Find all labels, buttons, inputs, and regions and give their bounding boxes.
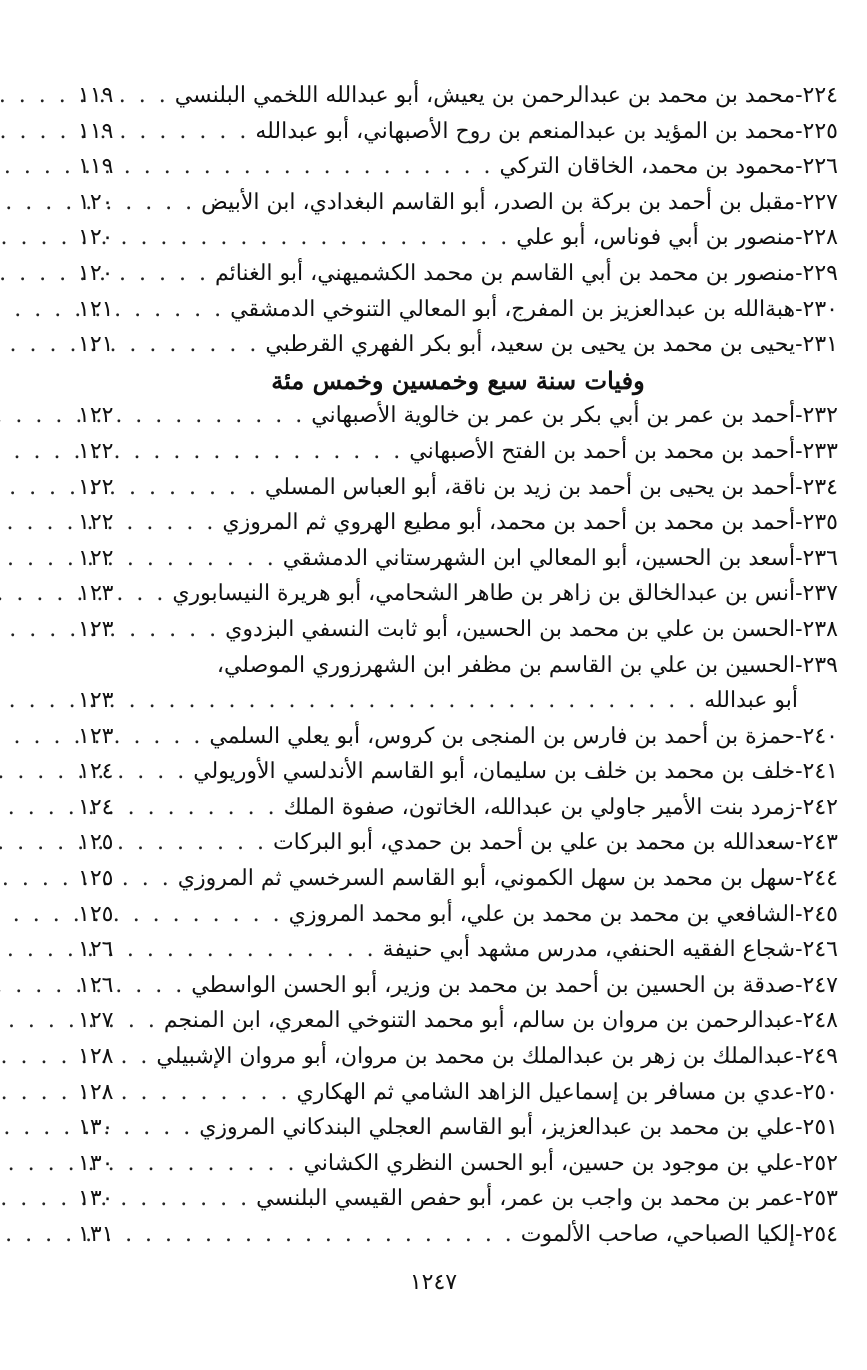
index-entry [78, 1075, 838, 1111]
entry-number: ٢٣٣- [795, 438, 838, 464]
entry-page-number: ١٢٨ [78, 1079, 114, 1105]
entry-page-number: ١٢٣ [78, 688, 114, 714]
index-entry [78, 825, 838, 861]
entry-page-number: ١٢٢ [78, 438, 114, 464]
entry-text: إلكيا الصباحي، صاحب الألموت [520, 1222, 796, 1247]
entry-page-number: ١٢٣ [78, 723, 114, 749]
entry-text: الحسن بن علي بن محمد بن الحسين، أبو ثابت النسفي البزدوي [225, 616, 796, 642]
entry-number: ٢٥٠- [795, 1079, 838, 1105]
entry-text: خلف بن محمد بن خلف بن سليمان، أبو القاسم الأندلسي الأوريولي [193, 759, 796, 785]
entry-text: هبةالله بن عبدالعزيز بن المفرج، أبو المعالي التنوخي الدمشقي [230, 296, 796, 322]
entry-text: حمزة بن أحمد بن فارس بن المنجى بن كروس، أبو يعلي السلمي [209, 723, 796, 749]
entry-page-number: ١١٩ [78, 83, 114, 108]
entry-page-number: ١٢٠ [78, 260, 114, 286]
entry-number: ٢٤٢- [795, 794, 838, 820]
entry-text: أحمد بن محمد بن أحمد بن محمد، أبو مطيع الهروي ثم المروزي [222, 510, 796, 536]
entry-text: منصور بن أبي فوناس، أبو علي [516, 225, 796, 251]
entry-number: ٢٤٦- [795, 937, 838, 963]
entry-number: ٢٤٠- [795, 723, 838, 749]
index-entry [78, 185, 838, 221]
entry-page-number: ١٢٤ [78, 794, 114, 820]
entry-number: ٢٣٨- [795, 616, 838, 642]
index-entry [78, 1146, 838, 1182]
entry-number: ٢٢٦- [795, 154, 838, 180]
index-entry [78, 576, 838, 612]
index-entry [78, 256, 838, 292]
entry-number: ٢٣٥- [795, 510, 838, 536]
dot-leader [134, 683, 698, 719]
dot-leader [134, 114, 249, 150]
entry-page-number: ١٢٤ [78, 759, 114, 785]
index-entry [78, 1003, 838, 1039]
index-entry [78, 114, 838, 150]
entry-text: أسعد بن الحسين، أبو المعالي ابن الشهرستاني الدمشقي [282, 545, 796, 571]
entry-page-number: ١٢٠ [78, 225, 114, 251]
entry-page-number: ١٢٢ [78, 510, 114, 536]
index-entry [78, 78, 838, 114]
entry-text: أحمد بن محمد بن أحمد بن الفتح الأصبهاني [409, 438, 796, 464]
dot-leader [134, 398, 305, 434]
entry-page-number: ١٢٧ [78, 1008, 114, 1034]
entry-text: الحسين بن علي بن القاسم بن مظفر ابن الشهرزوري الموصلي، [216, 652, 796, 678]
entry-number: ٢٥٤- [795, 1222, 838, 1247]
dot-leader [134, 1181, 250, 1217]
entry-text: شجاع الفقيه الحنفي، مدرس مشهد أبي حنيفة [382, 937, 796, 963]
dot-leader [134, 932, 377, 968]
entry-number: ٢٢٨- [795, 225, 838, 251]
entry-number: ٢٤٧- [795, 972, 838, 998]
entry-page-number: ١١٩ [78, 118, 114, 144]
index-entry [78, 149, 838, 185]
entry-number: ٢٣١- [795, 332, 838, 358]
dot-leader [134, 1146, 297, 1182]
index-entry [78, 897, 838, 933]
entry-text: أحمد بن عمر بن أبي بكر بن عمر بن خالوية الأصبهاني [311, 403, 796, 429]
entry-page-number: ١٢٣ [78, 616, 114, 642]
entry-page-number: ١٢١ [78, 332, 114, 358]
entry-number: ٢٤٨- [795, 1008, 838, 1034]
dot-leader [134, 861, 172, 897]
entry-number: ٢٤٩- [795, 1044, 838, 1070]
entry-text: عمر بن محمد بن واجب بن عمر، أبو حفص القيسي البلنسي [256, 1186, 796, 1212]
dot-leader [134, 292, 224, 328]
dot-leader [134, 1110, 193, 1146]
index-entry [78, 861, 838, 897]
dot-leader [134, 434, 403, 470]
index-entry [78, 612, 838, 648]
dot-leader [134, 149, 494, 185]
index-entry [78, 719, 838, 755]
entry-page-number: ١٢٨ [78, 1044, 114, 1070]
index-entry [78, 968, 838, 1004]
index-entry [78, 1217, 838, 1253]
dot-leader [134, 1217, 515, 1253]
dot-leader [134, 220, 510, 256]
index-entry [78, 648, 838, 684]
dot-leader [134, 612, 219, 648]
entry-number: ٢٥٣- [795, 1186, 838, 1212]
entry-number: ٢٢٤- [795, 83, 838, 108]
entry-text: علي بن محمد بن عبدالعزيز، أبو القاسم العجلي البندكاني المروزي [199, 1115, 796, 1141]
entry-number: ٢٢٧- [795, 189, 838, 215]
index-entry [78, 1110, 838, 1146]
entries-before-heading [78, 78, 838, 363]
entry-page-number: ١٢٣ [78, 581, 114, 607]
entry-text: منصور بن محمد بن أبي القاسم بن محمد الكشميهني، أبو الغنائم [214, 260, 796, 286]
entry-number: ٢٣٩- [795, 652, 838, 678]
entry-page-number: ١٢٢ [78, 545, 114, 571]
entry-page-number: ١٢٥ [78, 830, 114, 856]
entry-text: زمرد بنت الأمير جاولي بن عبدالله، الخاتون، صفوة الملك [283, 794, 796, 820]
entry-text: محمود بن محمد، الخاقان التركي [499, 154, 796, 180]
entry-text: سهل بن محمد بن سهل الكموني، أبو القاسم السرخسي ثم المروزي [177, 866, 796, 892]
entry-page-number: ١٢٥ [78, 901, 114, 927]
entry-text: عدي بن مسافر بن إسماعيل الزاهد الشامي ثم الهكاري [296, 1079, 796, 1105]
entry-page-number: ١٢٠ [78, 189, 114, 215]
index-entry [78, 1181, 838, 1217]
entry-page-number: ١٣٠ [78, 1186, 114, 1212]
dot-leader [134, 968, 185, 1004]
index-entry [78, 220, 838, 256]
dot-leader [134, 825, 267, 861]
dot-leader [134, 576, 166, 612]
index-entry [78, 790, 838, 826]
entry-number: ٢٤٥- [795, 901, 838, 927]
entry-text: عبدالرحمن بن مروان بن سالم، أبو محمد التنوخي المعري، ابن المنجم [163, 1008, 796, 1034]
index-entry [78, 470, 838, 506]
entry-page-number: ١٢٢ [78, 474, 114, 500]
index-entry [78, 292, 838, 328]
entry-page-number: ١٢٢ [78, 403, 114, 429]
index-entry [78, 1039, 838, 1075]
entry-text: مقبل بن أحمد بن بركة بن الصدر، أبو القاسم البغدادي، ابن الأبيض [201, 189, 796, 215]
dot-leader [134, 327, 259, 363]
entry-number: ٢٣٠- [795, 296, 838, 322]
index-list [78, 78, 838, 1253]
entry-page-number: ١١٩ [78, 154, 114, 180]
page-number: ١٢٤٧ [409, 1270, 458, 1295]
entry-number: ٢٢٥- [795, 118, 838, 144]
entry-page-number: ١٣٠ [78, 1150, 114, 1176]
entry-text: محمد بن المؤيد بن عبدالمنعم بن روح الأصبهاني، أبو عبدالله [255, 118, 796, 144]
entry-page-number: ١٢٦ [78, 937, 114, 963]
index-entry [78, 932, 838, 968]
index-entry [78, 434, 838, 470]
dot-leader [134, 790, 278, 826]
entry-number: ٢٤١- [795, 759, 838, 785]
entry-text: صدقة بن الحسين بن أحمد بن محمد بن وزير، أبو الحسن الواسطي [191, 972, 796, 998]
dot-leader [134, 185, 195, 221]
entry-text: يحيى بن محمد بن يحيى بن سعيد، أبو بكر الفهري القرطبي [265, 332, 796, 358]
dot-leader [134, 541, 277, 577]
entry-text: أبو عبدالله [704, 688, 798, 714]
entry-text: محمد بن محمد بن عبدالرحمن بن يعيش، أبو عبدالله اللخمي البلنسي [174, 83, 796, 108]
entry-number: ٢٤٣- [795, 830, 838, 856]
entry-page-number: ١٣١ [78, 1222, 114, 1247]
entry-number: ٢٣٦- [795, 545, 838, 571]
entry-number: ٢٢٩- [795, 260, 838, 286]
entry-text: علي بن موجود بن حسين، أبو الحسن النظري الكشاني [303, 1150, 796, 1176]
entries-after-heading [78, 398, 838, 1252]
entry-number: ٢٣٧- [795, 581, 838, 607]
entry-page-number: ١٣٠ [78, 1115, 114, 1141]
entry-text: الشافعي بن محمد بن محمد بن علي، أبو محمد المروزي [288, 901, 796, 927]
entry-number: ٢٣٢- [795, 403, 838, 429]
dot-leader [134, 78, 169, 114]
entry-text: أنس بن عبدالخالق بن زاهر بن طاهر الشحامي، أبو هريرة النيسابوري [172, 581, 796, 607]
index-entry [78, 754, 838, 790]
index-entry [78, 505, 838, 541]
entry-text: عبدالملك بن زهر بن عبدالملك بن محمد بن مروان، أبو مروان الإشبيلي [156, 1044, 796, 1070]
dot-leader [134, 256, 209, 292]
dot-leader [134, 470, 259, 506]
entry-number: ٢٥٢- [795, 1150, 838, 1176]
dot-leader [134, 1003, 158, 1039]
entry-number: ٢٤٤- [795, 866, 838, 892]
dot-leader [134, 1075, 290, 1111]
entry-page-number: ١٢١ [78, 296, 114, 322]
index-entry [78, 541, 838, 577]
entry-page-number: ١٢٦ [78, 972, 114, 998]
dot-leader [134, 1039, 150, 1075]
index-entry [78, 683, 838, 719]
entry-number: ٢٥١- [795, 1115, 838, 1141]
entry-page-number: ١٢٥ [78, 866, 114, 892]
dot-leader [134, 897, 283, 933]
dot-leader [134, 754, 187, 790]
dot-leader [134, 505, 216, 541]
entry-text: أحمد بن يحيى بن أحمد بن زيد بن ناقة، أبو العباس المسلي [264, 474, 796, 500]
entry-text: سعدالله بن محمد بن علي بن أحمد بن حمدي، أبو البركات [272, 830, 796, 856]
dot-leader [134, 719, 203, 755]
index-entry [78, 398, 838, 434]
index-entry [78, 327, 838, 363]
entry-number: ٢٣٤- [795, 474, 838, 500]
section-heading: وفيات سنة سبع وخمسين وخمس مئة [271, 365, 645, 395]
